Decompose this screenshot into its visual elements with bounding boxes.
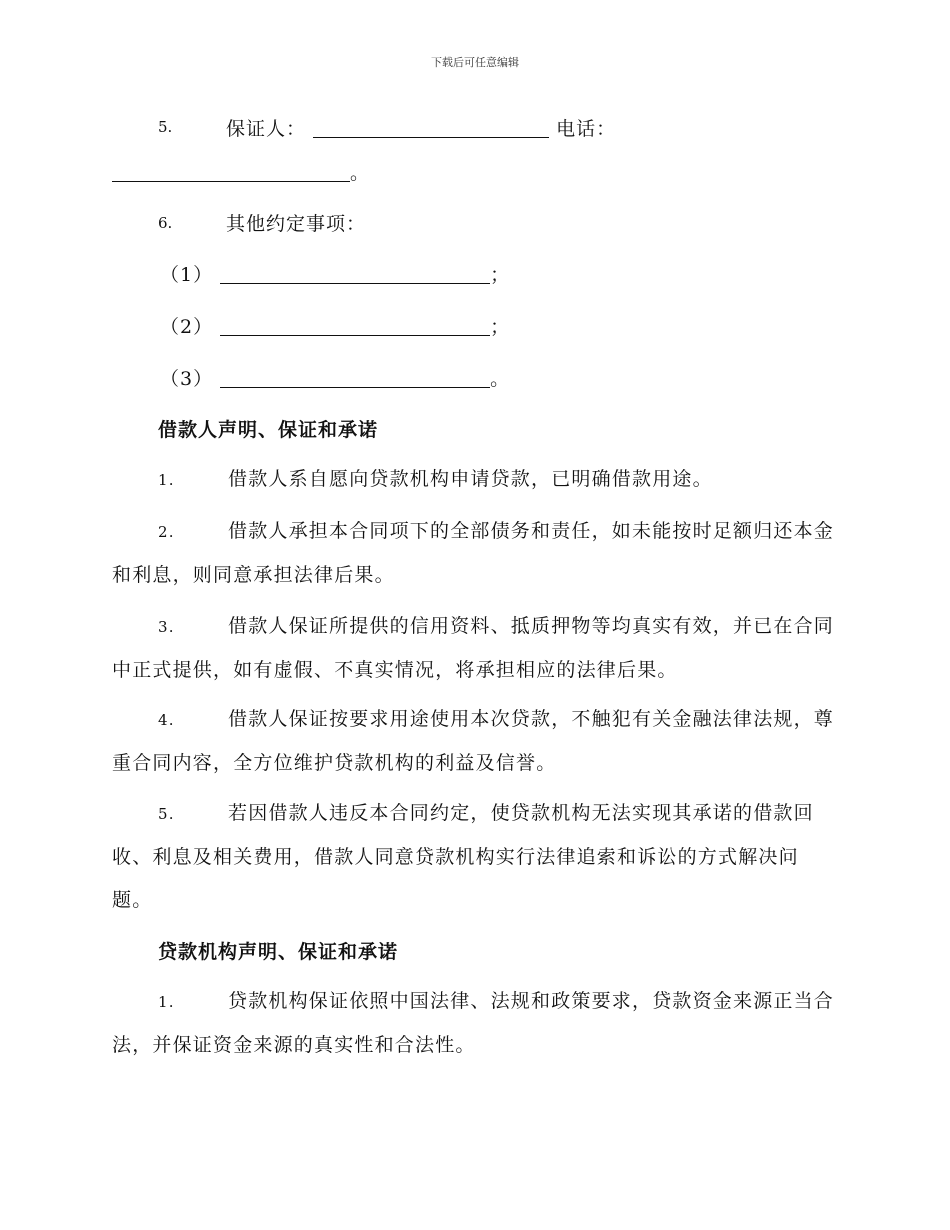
para-number: 3.	[158, 618, 175, 636]
para-number: 1.	[158, 993, 175, 1011]
para-text: 若因借款人违反本合同约定，使贷款机构无法实现其承诺的借款回收、利息及相关费用，借款人同意贷款机构实行法律追索和诉讼的方式解决问题。	[112, 802, 814, 911]
lender-para-1	[112, 980, 836, 1067]
para-text: 借款人保证按要求用途使用本次贷款，不触犯有关金融法律法规，尊重合同内容，全方位维护贷款机构的利益及信誉。	[112, 708, 835, 774]
para-number: 2.	[158, 523, 175, 541]
borrower-para-3	[112, 605, 836, 692]
item-6-number: 6.	[158, 214, 173, 232]
sub-item-3-end: 。	[490, 368, 511, 390]
para-number: 1.	[158, 471, 175, 489]
sub-item-2	[160, 312, 510, 339]
lender-section-title: 贷款机构声明、保证和承诺	[158, 941, 399, 963]
sub-item-1-end: ；	[490, 264, 511, 286]
borrower-section-title: 借款人声明、保证和承诺	[158, 419, 379, 441]
guarantor-label: 保证人：	[226, 118, 307, 140]
borrower-para-1	[112, 458, 836, 502]
borrower-para-4	[112, 698, 836, 785]
page-header: 下载后可任意编辑	[431, 56, 519, 69]
para-number: 4.	[158, 711, 175, 729]
para-text: 贷款机构保证依照中国法律、法规和政策要求，贷款资金来源正当合法，并保证资金来源的真实性和合法性。	[112, 990, 835, 1056]
borrower-para-5	[112, 792, 836, 922]
para-text: 借款人保证所提供的信用资料、抵质押物等均真实有效，并已在合同中正式提供，如有虚假、不真实情况，将承担相应的法律后果。	[112, 615, 835, 681]
phone-end: 。	[350, 162, 371, 184]
para-text: 借款人系自愿向贷款机构申请贷款，已明确借款用途。	[228, 468, 713, 490]
sub-item-3-blank[interactable]	[220, 369, 490, 388]
para-text: 借款人承担本合同项下的全部债务和责任，如未能按时足额归还本金和利息，则同意承担法律后果。	[112, 520, 835, 586]
other-label: 其他约定事项：	[226, 213, 367, 235]
sub-item-1-label: （1）	[160, 264, 214, 286]
sub-item-2-label: （2）	[160, 316, 214, 338]
item-5-number: 5.	[158, 118, 173, 136]
phone-blank[interactable]	[112, 163, 350, 182]
sub-item-3-label: （3）	[160, 368, 214, 390]
sub-item-2-end: ；	[490, 316, 511, 338]
sub-item-3	[160, 364, 510, 391]
sub-item-1-blank[interactable]	[220, 265, 490, 284]
para-number: 5.	[158, 805, 175, 823]
guarantor-blank[interactable]	[313, 119, 549, 138]
phone-line	[112, 158, 370, 185]
phone-label: 电话：	[556, 118, 617, 140]
sub-item-2-blank[interactable]	[220, 317, 490, 336]
guarantor-line	[226, 114, 616, 141]
borrower-para-2	[112, 510, 836, 597]
sub-item-1	[160, 260, 510, 287]
